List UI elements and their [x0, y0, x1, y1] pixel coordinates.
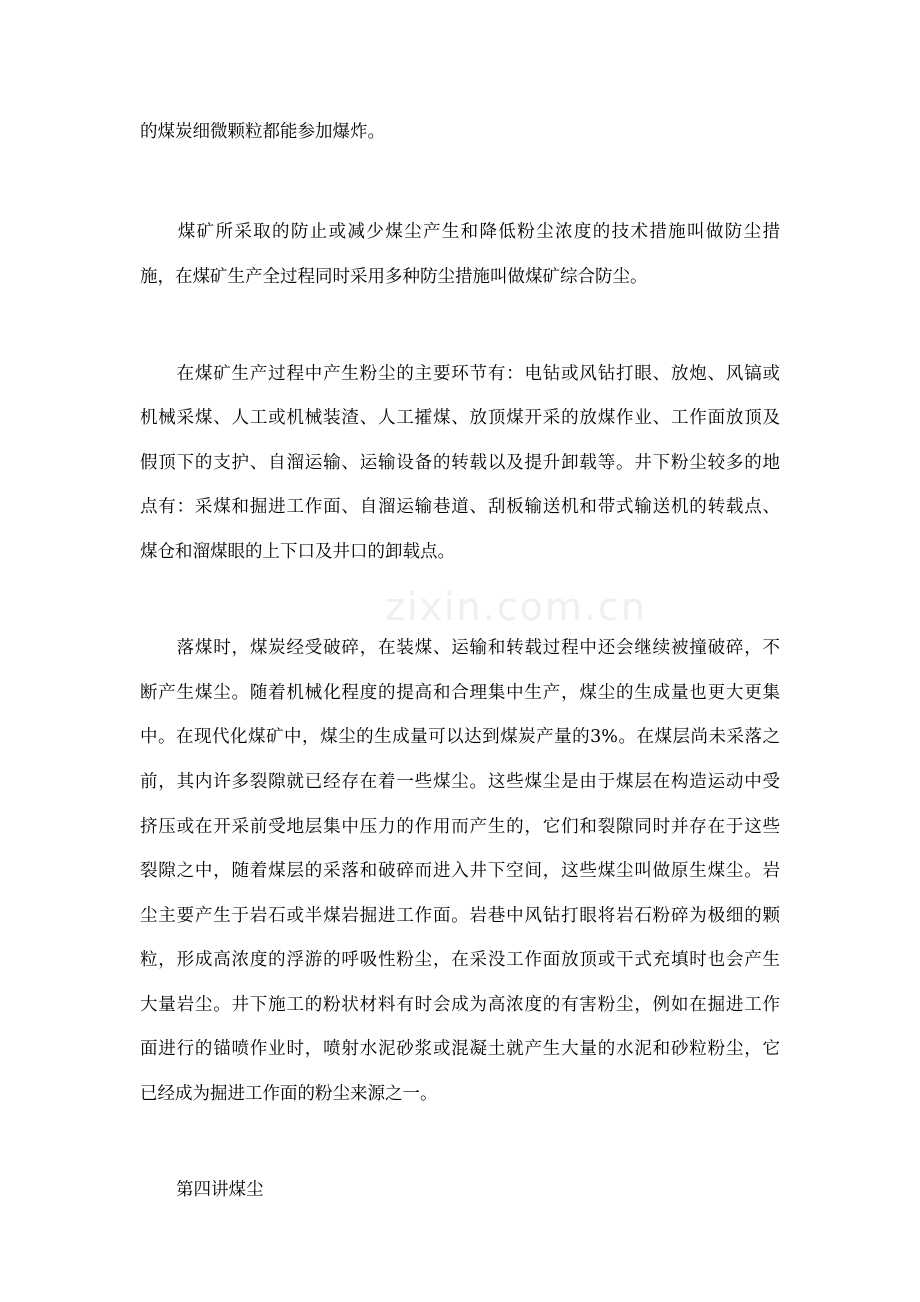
paragraph-4-line-5: 挤压或在开采前受地层集中压力的作用而产生的，它们和裂隙同时并存在于这些 [140, 817, 780, 837]
paragraph-4-line-3: 中。在现代化煤矿中，煤尘的生成量可以达到煤炭产量的3%。在煤层尚未采落之 [140, 727, 780, 747]
paragraph-3-line-5: 煤仓和溜煤眼的上下口及井口的卸载点。 [140, 542, 455, 562]
paragraph-4-line-2: 断产生煤尘。随着机械化程度的提高和合理集中生产，煤尘的生成量也更大更集 [140, 683, 780, 703]
paragraph-4-line-9: 大量岩尘。井下施工的粉状材料有时会成为高浓度的有害粉尘，例如在掘进工作 [140, 995, 780, 1015]
paragraph-2-line-2: 施，在煤矿生产全过程同时采用多种防尘措施叫做煤矿综合防尘。 [140, 267, 648, 287]
section-heading: 第四讲煤尘 [176, 1180, 264, 1200]
paragraph-3-line-1: 在煤矿生产过程中产生粉尘的主要环节有：电钻或风钻打眼、放炮、风镐或 [140, 364, 780, 384]
paragraph-3-line-2: 机械采煤、人工或机械装渣、人工攉煤、放顶煤开采的放煤作业、工作面放顶及 [140, 408, 780, 428]
paragraph-4-line-7: 尘主要产生于岩石或半煤岩掘进工作面。岩巷中风钻打眼将岩石粉碎为极细的颗 [140, 906, 780, 926]
paragraph-4-line-11: 已经成为掘进工作面的粉尘来源之一。 [140, 1084, 438, 1104]
paragraph-3-line-4: 点有：采煤和掘进工作面、自溜运输巷道、刮板输送机和带式输送机的转载点、 [140, 497, 780, 517]
paragraph-4-line-8: 粒，形成高浓度的浮游的呼吸性粉尘，在采没工作面放顶或干式充填时也会产生 [140, 950, 780, 970]
paragraph-2-line-1: 煤矿所采取的防止或减少煤尘产生和降低粉尘浓度的技术措施叫做防尘措 [140, 222, 780, 242]
paragraph-4-line-10: 面进行的锚喷作业时，喷射水泥砂浆或混凝土就产生大量的水泥和砂粒粉尘，它 [140, 1039, 780, 1059]
watermark: zixin.com.cn [385, 585, 647, 629]
paragraph-4-line-4: 前，其内许多裂隙就已经存在着一些煤尘。这些煤尘是由于煤层在构造运动中受 [140, 772, 780, 792]
paragraph-4-line-1: 落煤时，煤炭经受破碎，在装煤、运输和转载过程中还会继续被撞破碎，不 [140, 638, 780, 658]
paragraph-1-line-1: 的煤炭细微颗粒都能参加爆炸。 [140, 122, 385, 142]
paragraph-3-line-3: 假顶下的支护、自溜运输、运输设备的转载以及提升卸载等。井下粉尘较多的地 [140, 453, 780, 473]
paragraph-4-line-6: 裂隙之中，随着煤层的采落和破碎而进入井下空间，这些煤尘叫做原生煤尘。岩 [140, 861, 780, 881]
